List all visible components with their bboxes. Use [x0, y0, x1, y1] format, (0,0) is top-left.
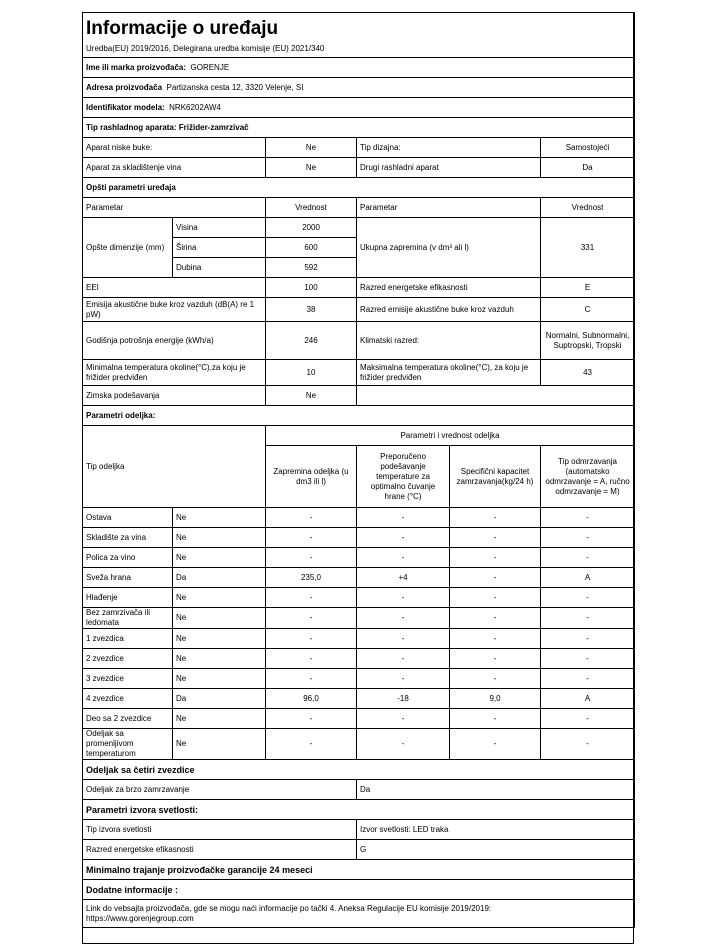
total-volume-label: Ukupna zapremina (v dm³ ali l)	[357, 218, 541, 278]
compartment-temperature: -	[357, 528, 450, 548]
compartment-volume: -	[266, 649, 357, 669]
compartment-freezing-capacity: -	[450, 629, 541, 649]
appliance-type-value: Frižider-zamrzivač	[178, 122, 249, 132]
appliance-type-label: Tip rashladnog aparata:	[86, 122, 177, 132]
dimensions-label: Opšte dimenzije (mm)	[83, 218, 173, 278]
height-value: 2000	[266, 218, 357, 238]
compartment-present: Ne	[173, 729, 266, 760]
value-header-left: Vrednost	[266, 198, 357, 218]
model-identifier-label: Identifikator modela:	[86, 102, 165, 112]
width-value: 600	[266, 238, 357, 258]
compartment-row	[83, 588, 635, 608]
compartment-row	[83, 608, 635, 629]
compartment-name: Hlađenje	[83, 588, 173, 608]
fast-freeze-label: Odeljak za brzo zamrzavanje	[83, 780, 357, 800]
value-header-right: Vrednost	[541, 198, 635, 218]
compartment-defrost-type: -	[541, 649, 635, 669]
fast-freeze-value: Da	[357, 780, 635, 800]
compartment-defrost-type: -	[541, 588, 635, 608]
climate-class-value: Normalni, Subnormalni, Suptropski, Tropski	[541, 322, 635, 360]
wine-storage-label: Aparat za skladištenje vina	[83, 158, 266, 178]
model-identifier-row	[83, 98, 635, 118]
low-noise-value: Ne	[266, 138, 357, 158]
temperature-column-header: Preporučeno podešavanje temperature za optimalno čuvanje hrane (°C)	[357, 446, 450, 508]
compartment-present: Ne	[173, 588, 266, 608]
energy-consumption-value: 246	[266, 322, 357, 360]
width-label: Širina	[173, 238, 266, 258]
low-noise-label: Aparat niske buke:	[83, 138, 266, 158]
page-title: Informacije o uređaju	[83, 13, 635, 42]
compartment-defrost-type: -	[541, 528, 635, 548]
defrost-type-column-header: Tip odmrzavanja (automatsko odmrzavanje = A, ručno odmrzavanje = M)	[541, 446, 635, 508]
compartment-name: 1 zvezdica	[83, 629, 173, 649]
compartment-freezing-capacity: -	[450, 528, 541, 548]
supplier-name-row	[83, 58, 635, 78]
design-type-value: Samostojeći	[541, 138, 635, 158]
compartment-name: Bez zamrzivača ili ledomata	[83, 608, 173, 629]
light-source-title: Parametri izvora svetlosti:	[83, 800, 635, 820]
compartment-temperature: -	[357, 548, 450, 568]
compartment-volume: -	[266, 729, 357, 760]
height-label: Visina	[173, 218, 266, 238]
compartment-defrost-type: -	[541, 548, 635, 568]
compartment-row	[83, 689, 635, 709]
compartment-present: Ne	[173, 548, 266, 568]
compartment-row	[83, 528, 635, 548]
compartment-defrost-type: -	[541, 629, 635, 649]
compartment-temperature: -	[357, 508, 450, 528]
compartment-defrost-type: -	[541, 729, 635, 760]
compartment-defrost-type: A	[541, 568, 635, 588]
compartment-volume: -	[266, 528, 357, 548]
compartment-name: 3 zvezdice	[83, 669, 173, 689]
compartment-temperature: -18	[357, 689, 450, 709]
compartment-name: Ostava	[83, 508, 173, 528]
other-appliance-value: Da	[541, 158, 635, 178]
compartment-row	[83, 548, 635, 568]
compartment-freezing-capacity: -	[450, 568, 541, 588]
compartment-defrost-type: -	[541, 669, 635, 689]
compartment-present: Ne	[173, 709, 266, 729]
supplier-name-value: GORENJE	[190, 62, 230, 72]
light-type-value: Izvor svetlosti: LED traka	[357, 820, 635, 840]
compartment-type-header: Tip odeljka	[83, 426, 266, 508]
climate-class-label: Klimatski razred:	[357, 322, 541, 360]
min-temp-value: 10	[266, 360, 357, 386]
compartment-group-header: Parametri i vrednost odeljka	[266, 426, 635, 446]
eei-value: 100	[266, 278, 357, 298]
noise-class-label: Razred emisije akustične buke kroz vazduh	[357, 298, 541, 322]
compartment-row	[83, 709, 635, 729]
compartment-defrost-type: -	[541, 508, 635, 528]
compartment-volume: -	[266, 548, 357, 568]
light-class-label: Razred energetske efikasnosti	[83, 840, 357, 860]
compartment-freezing-capacity: -	[450, 588, 541, 608]
compartment-temperature: -	[357, 629, 450, 649]
compartment-row	[83, 669, 635, 689]
compartment-present: Ne	[173, 608, 266, 629]
max-temp-value: 43	[541, 360, 635, 386]
compartment-temperature: -	[357, 709, 450, 729]
compartment-freezing-capacity: -	[450, 508, 541, 528]
compartment-name: Skladište za vina	[83, 528, 173, 548]
compartment-name: Polica za vino	[83, 548, 173, 568]
supplier-address-label: Adresa proizvođača	[86, 82, 163, 92]
energy-class-value: E	[541, 278, 635, 298]
compartment-volume: -	[266, 629, 357, 649]
compartment-present: Ne	[173, 649, 266, 669]
compartment-freezing-capacity: 9,0	[450, 689, 541, 709]
compartment-row	[83, 508, 635, 528]
compartment-volume: -	[266, 508, 357, 528]
compartment-volume: -	[266, 669, 357, 689]
max-temp-label: Maksimalna temperatura okoline(°C), za koju je frižider predviđen	[357, 360, 541, 386]
supplier-address-value: Partizanska cesta 12, 3320 Velenje, SI	[166, 82, 304, 92]
warranty-row: Minimalno trajanje proizvođačke garancije 24 meseci	[83, 860, 635, 880]
other-appliance-label: Drugi rashladni aparat	[357, 158, 541, 178]
depth-value: 592	[266, 258, 357, 278]
compartment-freezing-capacity: -	[450, 729, 541, 760]
compartment-freezing-capacity: -	[450, 709, 541, 729]
compartment-temperature: -	[357, 649, 450, 669]
compartment-name: Sveža hrana	[83, 568, 173, 588]
depth-label: Dubina	[173, 258, 266, 278]
general-params-title: Opšti parametri uređaja	[83, 178, 635, 198]
compartment-freezing-capacity: -	[450, 669, 541, 689]
energy-class-label: Razred energetske efikasnosti	[357, 278, 541, 298]
product-info-table	[82, 12, 635, 928]
additional-info-title: Dodatne informacije :	[83, 880, 635, 900]
empty-cell	[357, 386, 635, 406]
compartment-temperature: -	[357, 729, 450, 760]
compartment-defrost-type: A	[541, 689, 635, 709]
compartment-temperature: -	[357, 588, 450, 608]
compartment-temperature: +4	[357, 568, 450, 588]
compartment-freezing-capacity: -	[450, 548, 541, 568]
noise-emission-value: 38	[266, 298, 357, 322]
compartment-name: 4 zvezdice	[83, 689, 173, 709]
compartment-row	[83, 649, 635, 669]
additional-info-line-1: Link do vebsajta proizvođača, gde se mogu naći informacije po tački 4. Aneksa Regulacije EU komisije 2019/2019:	[86, 903, 492, 913]
light-class-value: G	[357, 840, 635, 860]
compartment-params-title: Parametri odeljka:	[83, 406, 635, 426]
compartment-defrost-type: -	[541, 608, 635, 629]
compartment-present: Da	[173, 568, 266, 588]
compartment-volume: -	[266, 709, 357, 729]
compartment-present: Ne	[173, 528, 266, 548]
energy-consumption-label: Godišnja potrošnja energije (kWh/a)	[83, 322, 266, 360]
compartment-name: Deo sa 2 zvezdice	[83, 709, 173, 729]
winter-setting-value: Ne	[266, 386, 357, 406]
compartment-freezing-capacity: -	[450, 649, 541, 669]
min-temp-label: Minimalna temperatura okoline(°C),za koju je frižider predviđen	[83, 360, 266, 386]
four-star-title: Odeljak sa četiri zvezdice	[83, 760, 635, 780]
compartment-present: Ne	[173, 669, 266, 689]
compartment-rows	[83, 508, 635, 760]
compartment-present: Ne	[173, 629, 266, 649]
additional-info-text	[83, 900, 635, 928]
appliance-type-row	[83, 118, 635, 138]
supplier-name-label: Ime ili marka proizvođača:	[86, 62, 187, 72]
light-type-label: Tip izvora svetlosti	[83, 820, 357, 840]
design-type-label: Tip dizajna:	[357, 138, 541, 158]
compartment-row	[83, 729, 635, 760]
manufacturer-website: https://www.gorenjegroup.com	[86, 913, 194, 923]
eei-label: EEI	[83, 278, 266, 298]
noise-emission-label: Emisija akustične buke kroz vazduh (dB(A) re 1 pW)	[83, 298, 266, 322]
compartment-volume: -	[266, 588, 357, 608]
param-header-left: Parametar	[83, 198, 266, 218]
compartment-name: Odeljak sa promenljivom temperaturom	[83, 729, 173, 760]
freezing-capacity-column-header: Specifični kapacitet zamrzavanja(kg/24 h)	[450, 446, 541, 508]
winter-setting-label: Zimska podešavanja	[83, 386, 266, 406]
wine-storage-value: Ne	[266, 158, 357, 178]
compartment-defrost-type: -	[541, 709, 635, 729]
compartment-row	[83, 629, 635, 649]
regulation-reference: Uredba(EU) 2019/2016, Delegirana uredba komisije (EU) 2021/340	[83, 41, 635, 58]
model-identifier-value: NRK6202AW4	[169, 102, 221, 112]
volume-column-header: Zapremina odeljka (u dm3 ili l)	[266, 446, 357, 508]
compartment-present: Ne	[173, 508, 266, 528]
compartment-present: Da	[173, 689, 266, 709]
compartment-freezing-capacity: -	[450, 608, 541, 629]
compartment-temperature: -	[357, 669, 450, 689]
compartment-name: 2 zvezdice	[83, 649, 173, 669]
total-volume-value: 331	[541, 218, 635, 278]
supplier-address-row	[83, 78, 635, 98]
compartment-volume: 235,0	[266, 568, 357, 588]
compartment-row	[83, 568, 635, 588]
compartment-volume: 96,0	[266, 689, 357, 709]
compartment-temperature: -	[357, 608, 450, 629]
noise-class-value: C	[541, 298, 635, 322]
param-header-right: Parametar	[357, 198, 541, 218]
compartment-volume: -	[266, 608, 357, 629]
